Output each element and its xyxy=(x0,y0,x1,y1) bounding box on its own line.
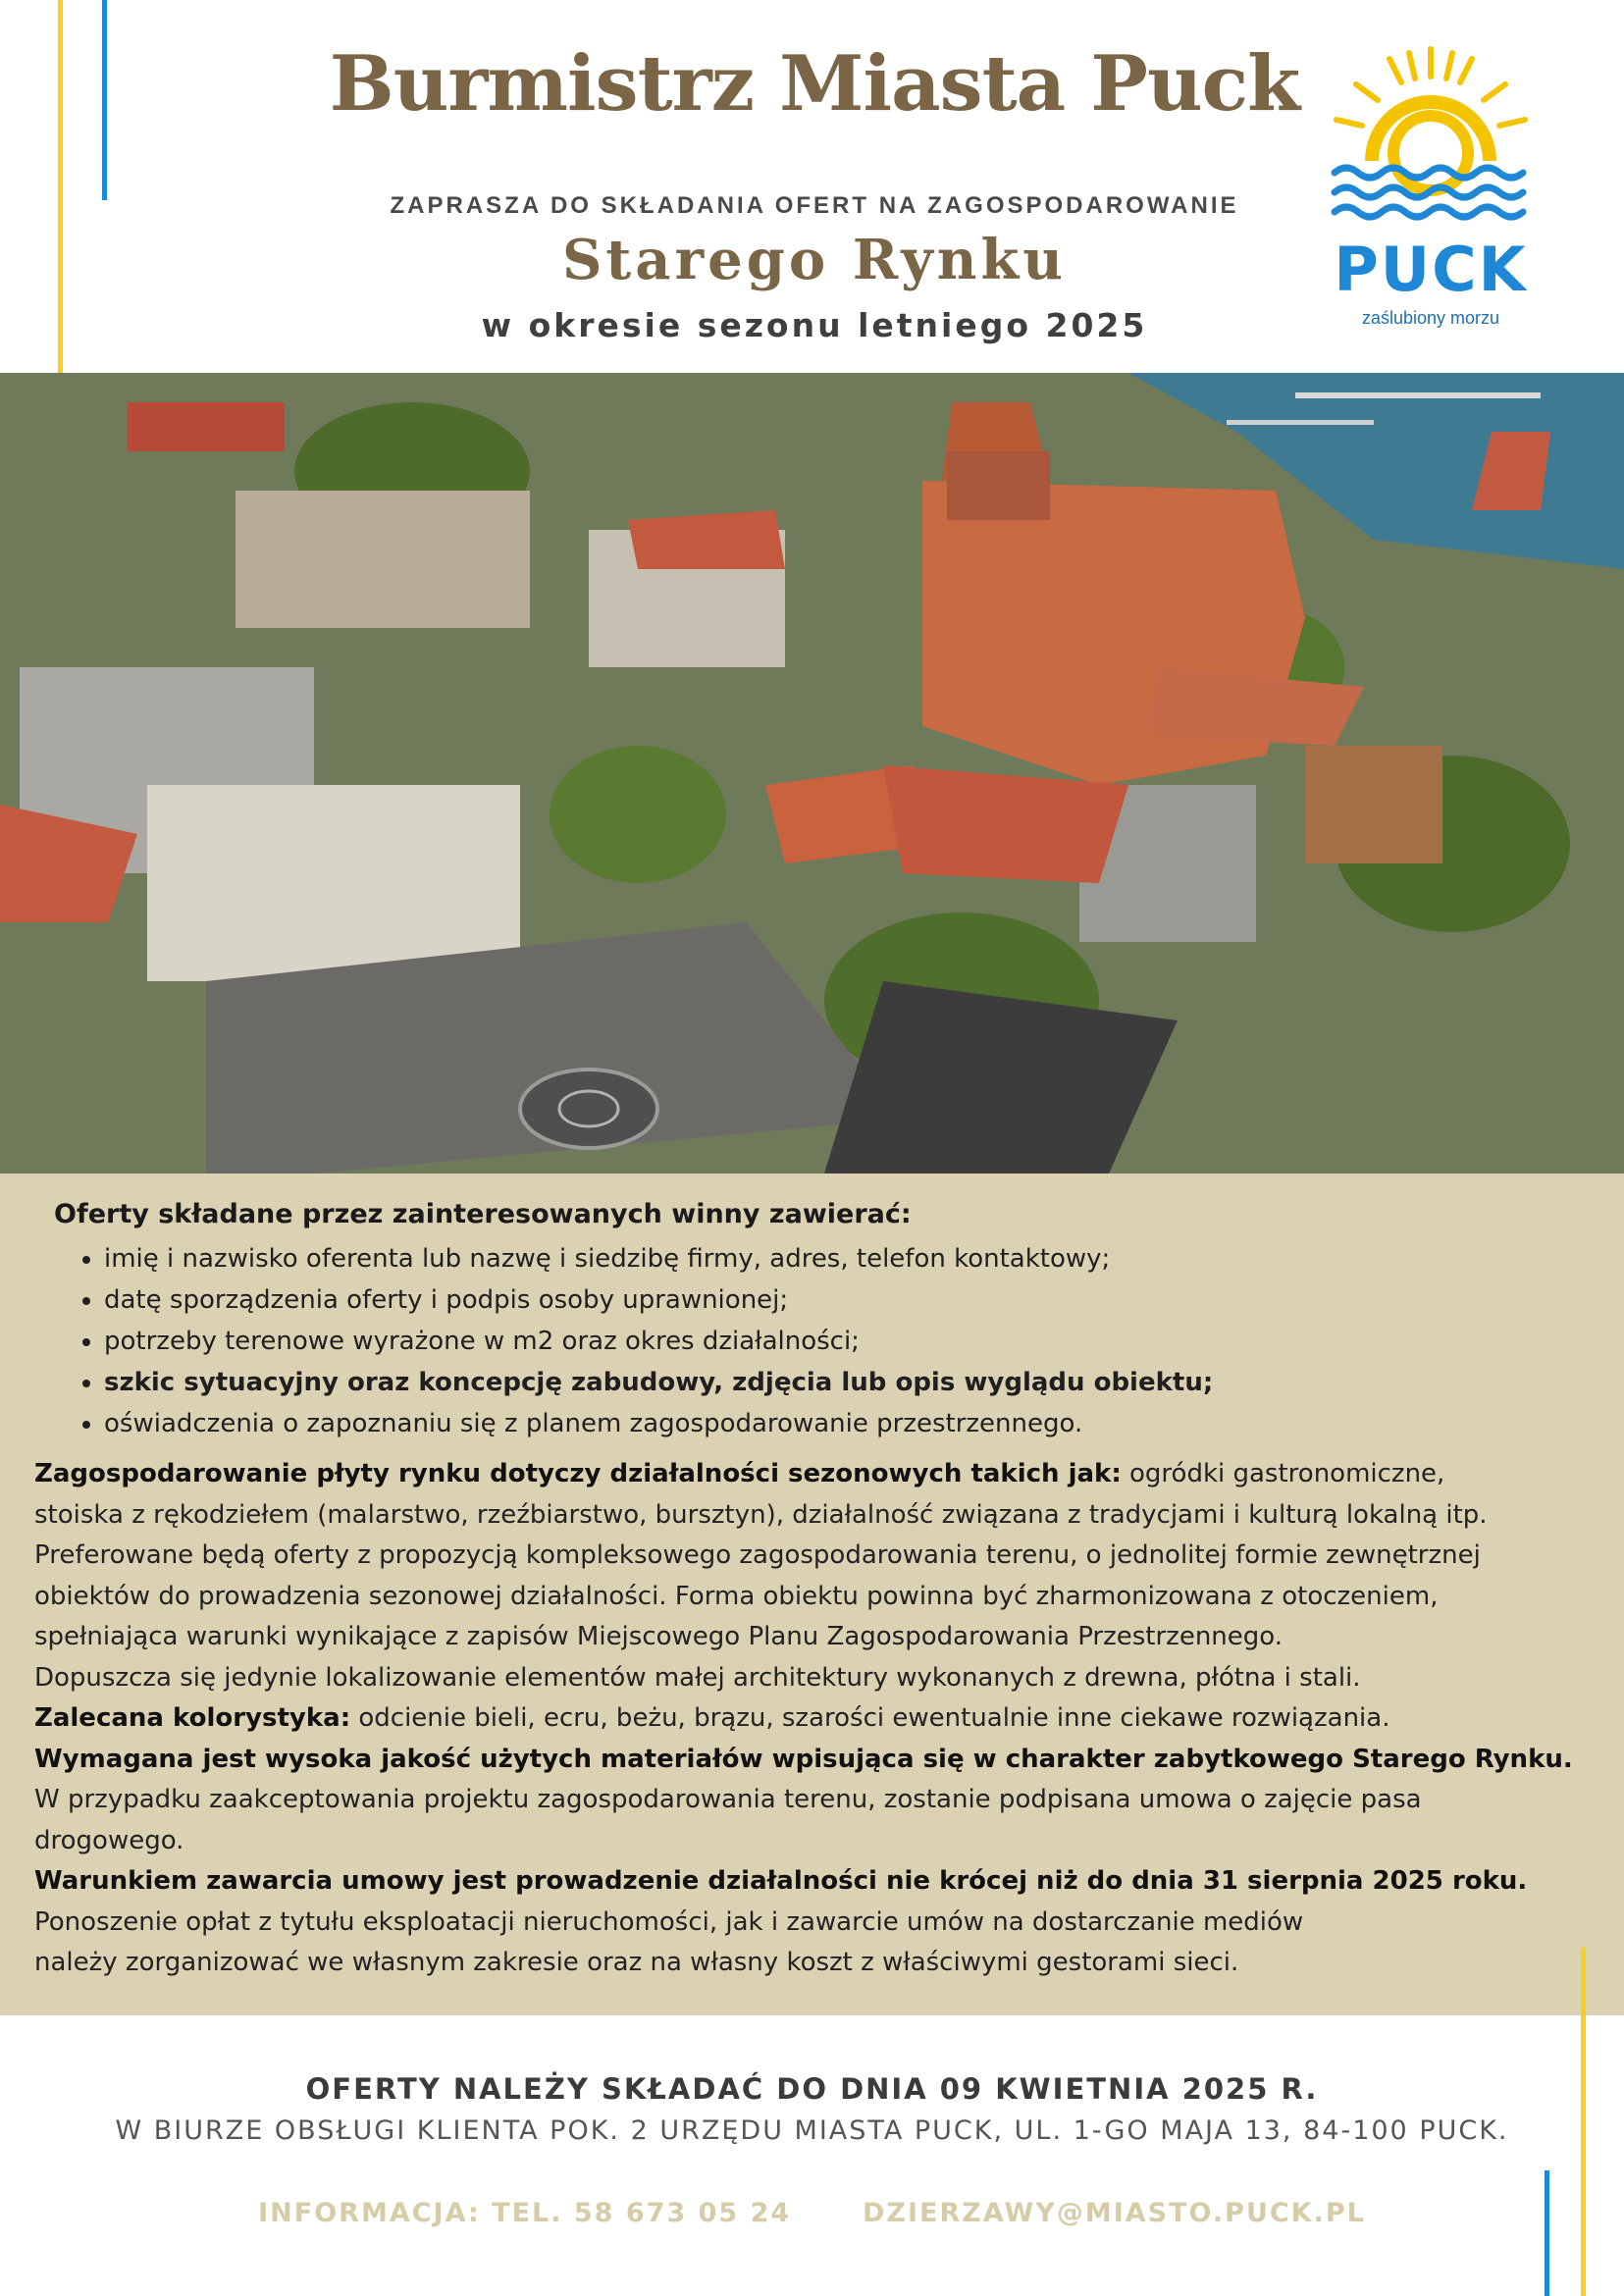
decorative-blue-line-top xyxy=(102,0,107,200)
bold-lead: Zalecana kolorystyka: xyxy=(34,1703,351,1733)
body-paragraph xyxy=(34,1454,1604,1495)
deadline-notice: OFERTY NALEŻY SKŁADAĆ DO DNIA 09 KWIETNIA 2025 R. xyxy=(305,2072,1319,2106)
office-address: W BIURZE OBSŁUGI KLIENTA POK. 2 URZĘDU MIASTA PUCK, UL. 1-GO MAJA 13, 84-100 PUCK. xyxy=(115,2115,1509,2146)
bold-lead: Warunkiem zawarcia umowy jest prowadzenie działalności nie krócej niż do dnia 31 sierpnia 2025 roku. xyxy=(34,1866,1528,1896)
decorative-yellow-line-bottom xyxy=(1581,1948,1586,2296)
page-title: Burmistrz Miasta Puck xyxy=(329,39,1300,129)
requirements-list xyxy=(71,1238,1576,1444)
bold-lead: Wymagana jest wysoka jakość użytych materiałów wpisująca się w charakter zabytkowego Starego Rynku. xyxy=(34,1744,1573,1774)
contact-info xyxy=(0,2198,1624,2228)
body-paragraph: Dopuszcza się jedynie lokalizowanie elementów małej architektury wykonanych z drewna, płótna i stali. xyxy=(34,1662,1361,1693)
body-paragraph: obiektów do prowadzenia sezonowej działalności. Forma obiektu powinna być zharmonizowana z otoczeniem, xyxy=(34,1581,1439,1611)
body-paragraph xyxy=(34,1740,1604,1781)
body-paragraph xyxy=(34,1861,1604,1903)
list-item: • datę sporządzenia oferty i podpis osoby uprawnionej; xyxy=(104,1279,1576,1321)
body-paragraph: spełniająca warunki wynikające z zapisów Miejscowego Planu Zagospodarowania Przestrzennego. xyxy=(34,1622,1283,1651)
body-paragraph: W przypadku zaakceptowania projektu zagospodarowania terenu, zostanie podpisana umowa o zajęcie pasa xyxy=(34,1785,1422,1814)
decorative-yellow-line-top xyxy=(58,0,63,383)
list-item: • potrzeby terenowe wyrażone w m2 oraz okres działalności; xyxy=(104,1321,1576,1362)
aerial-town-photo xyxy=(0,373,1624,1174)
body-paragraph: należy zorganizować we własnym zakresie oraz na własny koszt z właściwymi gestorami sieci. xyxy=(34,1948,1239,1977)
text-span: odcienie bieli, ecru, beżu, brązu, szarości ewentualnie inne ciekawe rozwiązania. xyxy=(350,1703,1390,1733)
list-item: • szkic sytuacyjny oraz koncepcję zabudowy, zdjęcia lub opis wyglądu obiektu; xyxy=(104,1362,1576,1403)
requirements-title: Oferty składane przez zainteresowanych winny zawierać: xyxy=(54,1199,912,1229)
season-heading: w okresie sezonu letniego 2025 xyxy=(481,306,1148,344)
body-text xyxy=(34,1454,1604,1984)
logo-wordmark: PUCK xyxy=(1334,234,1528,305)
list-item: • oświadczenia o zapoznaniu się z planem zagospodarowanie przestrzennego. xyxy=(104,1403,1576,1444)
list-item: • imię i nazwisko oferenta lub nazwę i siedzibę firmy, adres, telefon kontaktowy; xyxy=(104,1238,1576,1279)
logo-tagline: zaślubiony morzu xyxy=(1361,308,1500,328)
body-paragraph: stoiska z rękodziełem (malarstwo, rzeźbiarstwo, bursztyn), działalność związana z tradycjami i kulturą lokalną itp. xyxy=(34,1499,1488,1530)
bold-lead: Zagospodarowanie płyty rynku dotyczy działalności sezonowych takich jak: xyxy=(34,1459,1122,1488)
page-subtitle: ZAPRASZA DO SKŁADANIA OFERT NA ZAGOSPODAROWANIE xyxy=(390,192,1239,219)
text-span: ogródki gastronomiczne, xyxy=(1121,1459,1445,1488)
body-paragraph xyxy=(34,1698,1604,1740)
body-paragraph: Preferowane będą oferty z propozycją kompleksowego zagospodarowania terenu, o jednolitej formie zewnętrznej xyxy=(34,1540,1481,1570)
decorative-blue-line-bottom xyxy=(1545,2170,1549,2296)
body-paragraph: Ponoszenie opłat z tytułu eksploatacji nieruchomości, jak i zawarcie umów na dostarczanie mediów xyxy=(34,1906,1304,1937)
section-heading-stary-rynek: Starego Rynku xyxy=(561,228,1068,292)
body-paragraph: drogowego. xyxy=(34,1825,184,1855)
email-link[interactable]: DZIERZAWY@MIASTO.PUCK.PL xyxy=(863,2198,1366,2228)
phone-info: INFORMACJA: TEL. 58 673 05 24 xyxy=(258,2198,792,2228)
